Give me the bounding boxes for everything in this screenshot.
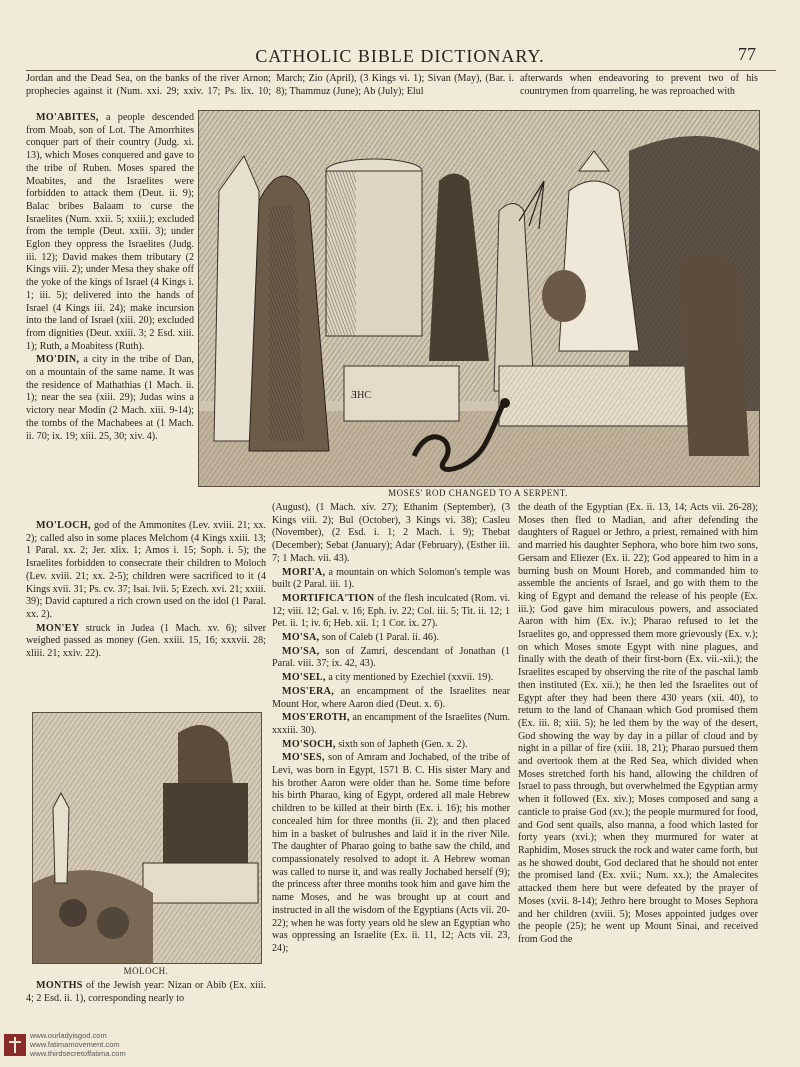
dictionary-entry <box>272 646 510 671</box>
dictionary-entry <box>272 739 510 752</box>
top-strip-left <box>26 73 271 97</box>
entry-body: a people descended from Moab, son of Lot. The Amorrhites conquer part of their country (Judg. xi. 13), which Moses conquered and gave to the tribe of Ruben. Moses spared the Moabites, and the Israelites were forbidden to attack them (Deut. ii. 9); Balac bribes Balaam to curse the Israelites (Num. xxii. 5; xxiii.); excluded from the temple (Deut. xxiii. 3); under Eglon they oppress the Israelites (Judg. iii. 12); David makes them tributary (2 Kings viii. 2); under Mesa they shake off the yoke of the kings of Israel (4 Kings i. 1; iii. 5); delivered into the hands of Israel (4 Kings iii. 24); make incursion into the land of Israel (xiii. 20); excluded from dignities (Deut. xxiii. 3; 2 Esd. xiii. 1); Ruth, a Moabitess (Ruth). <box>26 112 194 352</box>
entry-headword: MONTHS <box>36 980 83 991</box>
entry-headword: MON'EY <box>36 622 80 634</box>
dictionary-entry <box>26 520 266 622</box>
entry-body: of the Jewish year: Nizan or Abib (Ex. xiii. 4; 2 Esd. ii. 1), corresponding nearly to <box>26 980 266 1004</box>
right-column <box>518 502 758 1017</box>
entry-body: struck in Judea (1 Mach. xv. 6); silver weighed passed as money (Gen. xxiii. 15, 16; xxxvii. 28; xliii. 21; xxiv. 22). <box>26 622 266 660</box>
dictionary-entry <box>272 593 510 631</box>
header-rule <box>26 70 776 71</box>
dictionary-entry <box>272 672 510 685</box>
page-number: 77 <box>738 44 756 64</box>
dictionary-entry <box>272 502 510 566</box>
block-glyph: ƎHC <box>351 390 371 401</box>
dictionary-entry <box>26 980 266 1005</box>
moloch-illustration <box>32 712 262 964</box>
dictionary-entry <box>272 567 510 592</box>
middle-column <box>272 502 510 1017</box>
entry-body: (August), (1 Mach. xiv. 27); Ethanim (September), (3 Kings viii. 2); Bul (October), 3 Kings vi. 38); Casleu (November), (2 Esd. i. 1; 2 Mach. i. 9); Thebat (December); Sebat (January); Adar (February), (Esther iii. 7; 1 Mach. vii. 43). <box>272 502 510 564</box>
entry-headword: MORTIFICA'TION <box>282 592 375 604</box>
entry-body: son of Zamri, descendant of Jonathan (1 Paral. viii. 37; ix. 42, 43). <box>272 645 510 670</box>
entry-body: a city mentioned by Ezechiel (xxvii. 19). <box>325 672 494 684</box>
entry-body: of the flesh inculcated (Rom. vi. 12; viii. 12; Gal. v. 16; Eph. iv. 22; Col. iii. 5; Tit. ii. 12; 1 Pet. ii. 1; iv. 6; Heb. xii. 1; 1 Cor. ix. 27). <box>272 592 510 630</box>
top-strip-right <box>520 73 758 99</box>
dictionary-entry <box>26 112 194 353</box>
dictionary-entry <box>272 686 510 711</box>
dictionary-entry <box>26 623 266 661</box>
entry-body: son of Amram and Jochabed, of the tribe of Levi, was born in Egypt, 1571 B. C. His sister Mary and his brother Aaron were older than he. Some time before his birth Pharao, king of Egypt, ordered all male Hebrew children to be killed at their birth (Ex. i. 16); his mother concealed him for three months (ii. 2); and then placed him in a basket of bulrushes and laid it in the river Nile. The daughter of Pharao going to bathe saw the child, and compassionately resolved to adopt it. A Hebrew woman was called to nurse it, and was really Jochabed herself (9); the princess after three months took him and gave him the name Moses, and he was brought up at court and instructed in all the wisdom of the Egyptians (Acts vii. 20-22); when he was forty years old he slew an Egyptian who was oppressing an Israelite (Ex. ii. 11, 12; Acts vii. 23, 24); <box>272 752 510 954</box>
entry-headword: MO'LOCH, <box>36 520 91 531</box>
left-column-lower <box>26 520 266 710</box>
entry-headword: MO'DIN, <box>36 354 80 366</box>
continued-entry-text: March; Zio (April), (3 Kings vi. 1); Sivan (May), (Bar. i. 8); Thammuz (June); Ab (July); Elul <box>276 73 514 97</box>
entry-headword: MO'SES, <box>282 752 325 764</box>
moloch-caption: MOLOCH. <box>123 966 169 976</box>
entry-body: a city in the tribe of Dan, on a mountain of the same name. It was the residence of Mathathias (1 Mach. ii. 1); near the sea (xiii. 29); Judas wins a victory near Modin (2 Mach. xiii. 9-14); the tombs of the Machabees at (1 Mach. ii. 70; ix. 19; xiii. 25, 30; xiv. 4). <box>26 354 194 442</box>
moses-rod-illustration <box>198 110 760 487</box>
entry-headword: MOS'EROTH, <box>282 712 350 724</box>
page-title: CATHOLIC BIBLE DICTIONARY. <box>255 46 545 66</box>
entry-body: a mountain on which Solomon's temple was built (2 Paral. iii. 1). <box>272 566 510 591</box>
continued-entry-text: afterwards when endeavoring to prevent two of his countrymen from quarreling, he was reproached with <box>520 73 758 97</box>
dictionary-entry <box>272 752 510 955</box>
entry-body: god of the Ammonites (Lev. xviii. 21; xx. 2); called also in some places Melchom (4 Kings xxiii. 13; 1 Paral. xx. 2; Jer. xlix. 1; Amos i. 15; Soph. i. 5); the Israelites forbidden to consecrate their children to Moloch (Lev. xviii. 21; xx. 2-5); children were sacrificed to it (4 Kings xvii. 31; Ps. cv. 37; Isai. lvii. 5; Ezech. xvi. 21; xxiii. 39); David captured a rich crown used on the idol (1 Paral. xx. 2). <box>26 520 266 620</box>
continued-entry-text: the death of the Egyptian (Ex. ii. 13, 14; Acts vii. 26-28); Moses then fled to Madian, and after defending the daughters of Raguel or Jethro, a priest, remained with him and married his daughter Sephora, who bore him two sons, Gersam and Eliezer (Ex. ii. 22); God appeared to him in a burning bush on Mount Horeb, and commanded him to assemble the ancients of Israel, and go with them to the king of Egypt and demand the release of his people (Ex. iii.); God gave him miraculous powers, and associated Aaron with him (Ex. iv.); Pharao refused to let the Israelites go, and oppressed them more grievously (Ex. v.); on which Moses smote Egypt with nine plagues, and finally with the death of their first-born (Ex. vii.-xii.); the Israelites escaped by observing the rite of the paschal lamb then instituted (Ex. xii.); he then led the Israelites out of Egypt after they had been there 430 years (xii. 40), to return to the land of Chanaan which God promised them (Ex. iii. 8; xiii. 5); he led them by the way of the desert, God showing the way by day in a pillar of cloud and by night in a pillar of fire (xiii. 18, 21); Pharao pursued them and overtook them at the Red Sea, which divided when Moses stretched forth his hand, allowing the children of Israel to pass through, but overwhelmed the Egyptian army when it followed (Ex. xiv.); Moses composed and sang a canticle to praise God (xv.); the people murmured for food, and God sent quails, also manna, a food which lasted for forty years (xvi.); when they murmured for water at Raphidim, Moses struck the rock and water came forth, but as he showed doubt, God declared that he should not enter the promised land (Ex. xvii.; Num. xx.); the Amalecites attacked them here but were defeated by the prayer of Moses (xvii. 8-14); Jethro here brought to Moses Sephora and her children (xviii. 5); Moses appointed judges over the people (25); he went up Mount Sinai, and received from God the <box>518 502 758 945</box>
engraving-art <box>199 111 759 486</box>
entry-headword: MORI'A, <box>282 566 326 578</box>
entry-body: an encampment of the Israelites (Num. xxxiii. 30). <box>272 712 510 736</box>
entry-body: sixth son of Japheth (Gen. x. 2). <box>335 738 468 750</box>
fatima-logo-icon <box>4 1034 26 1056</box>
moloch-art <box>33 713 261 963</box>
months-entry <box>26 980 266 1020</box>
main-figure-caption: MOSES' ROD CHANGED TO A SERPENT. <box>388 488 568 498</box>
footer-url[interactable]: www.ourladyisgod.com <box>30 1031 107 1040</box>
continued-entry-text: Jordan and the Dead Sea, on the banks of the river Arnon; prophecies against it (Num. xxi. 29; xxiv. 17; Ps. lix. 10; <box>26 73 271 97</box>
entry-headword: MOS'ERA, <box>282 685 335 697</box>
dictionary-entry <box>272 632 510 645</box>
entry-body: an encampment of the Israelites near Mount Hor, where Aaron died (Deut. x. 6). <box>272 685 510 710</box>
dictionary-entry <box>272 712 510 737</box>
dictionary-entry <box>26 354 194 443</box>
entry-body: son of Caleb (1 Paral. ii. 46). <box>319 632 439 644</box>
entry-headword: MO'SA, <box>282 632 320 644</box>
entry-headword: MO'ABITES, <box>36 112 99 123</box>
entry-headword: MO'SOCH, <box>282 738 336 750</box>
top-strip-middle <box>276 73 514 99</box>
entry-headword: MO'SA, <box>282 645 320 657</box>
footer-urls <box>30 1031 126 1058</box>
entry-headword: MO'SEL, <box>282 672 326 684</box>
footer-url[interactable]: www.thirdsecretoffatima.com <box>30 1049 126 1058</box>
footer-url[interactable]: www.fatimamovement.com <box>30 1040 120 1049</box>
running-header <box>0 46 800 68</box>
